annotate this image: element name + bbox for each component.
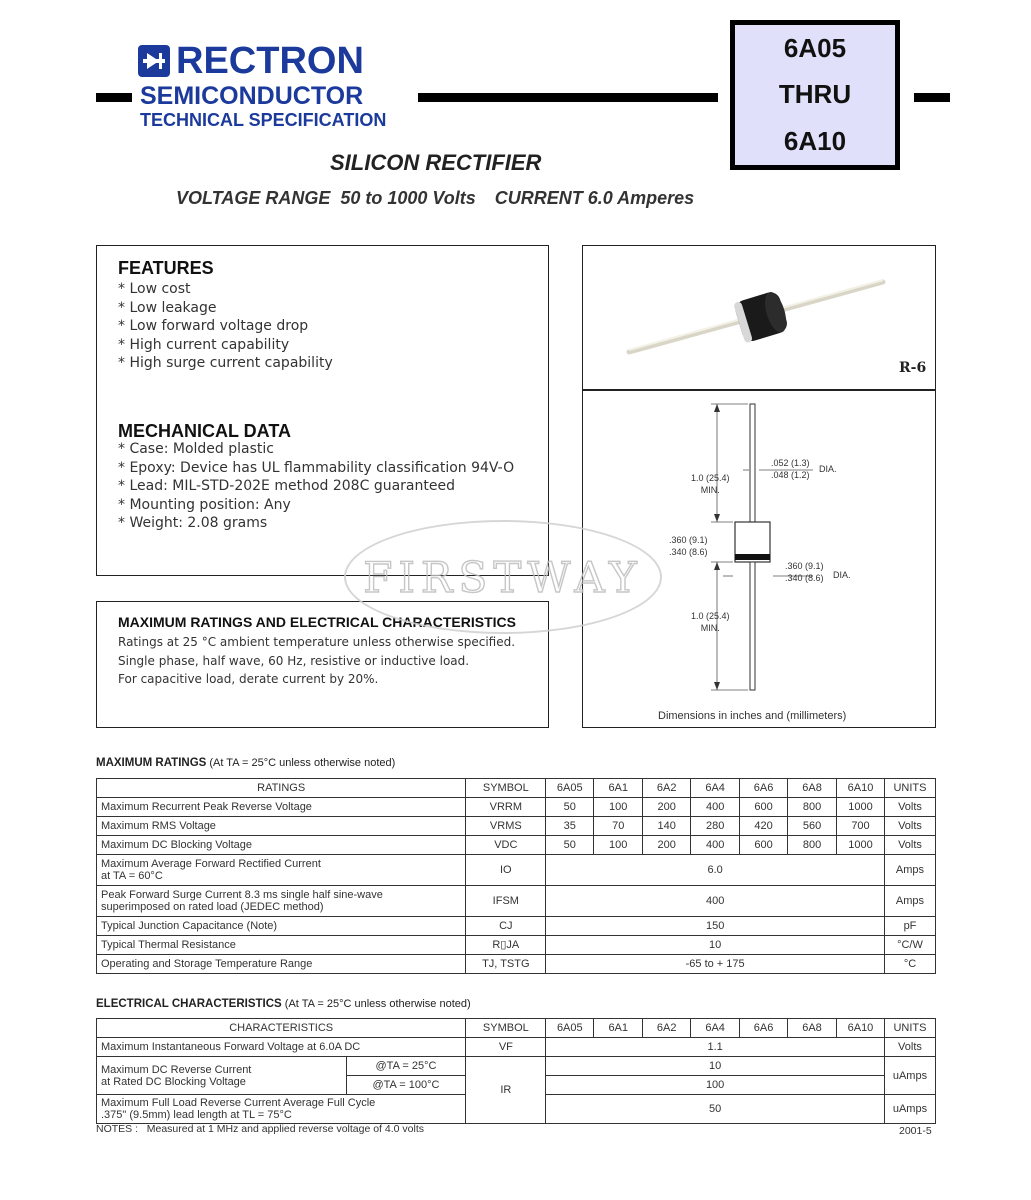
- param-line: Maximum Full Load Reverse Current Average Full Cycle: [101, 1097, 376, 1109]
- value-cell: 560: [788, 817, 837, 836]
- param-line: Maximum Average Forward Rectified Current: [101, 858, 321, 870]
- symbol-cell: CJ: [466, 917, 546, 936]
- value-cell: 50: [546, 798, 594, 817]
- list-item: * High current capability: [118, 336, 290, 353]
- package-photo-box: [582, 245, 936, 391]
- header-cell: 6A05: [546, 779, 594, 798]
- param-cell: Maximum Instantaneous Forward Voltage at 6.0A DC: [97, 1038, 466, 1057]
- table-title: MAXIMUM RATINGS: [96, 757, 207, 769]
- header-rule-left: [96, 93, 132, 102]
- param-cell: Maximum DC Blocking Voltage: [97, 836, 466, 855]
- unit-cell: Volts: [884, 836, 935, 855]
- symbol-cell: VF: [466, 1038, 546, 1057]
- condition-line: Single phase, half wave, 60 Hz, resistive or inductive load.: [118, 653, 470, 668]
- condition-cell: @TA = 25°C: [346, 1057, 466, 1076]
- value-cell: 150: [546, 917, 885, 936]
- header-cell: 6A4: [691, 1019, 740, 1038]
- header-cell: 6A2: [643, 1019, 691, 1038]
- part-number-box: [730, 20, 900, 170]
- value-cell: 420: [740, 817, 788, 836]
- table-title-note: (At TA = 25°C unless otherwise noted): [284, 998, 471, 1010]
- list-item: * Case: Molded plastic: [118, 441, 274, 457]
- header-cell: 6A8: [788, 779, 837, 798]
- value-cell: 280: [691, 817, 740, 836]
- param-line: at Rated DC Blocking Voltage: [101, 1075, 246, 1088]
- body-length-dim: [669, 534, 708, 558]
- table-title-note: (At TA = 25°C unless otherwise noted): [209, 757, 396, 769]
- condition-line: For capacitive load, derate current by 20%.: [118, 672, 379, 686]
- unit-cell: Volts: [884, 1038, 935, 1057]
- max-ratings-title: [96, 757, 395, 769]
- dim-text: 1.0 (25.4): [691, 611, 730, 621]
- table-row: [97, 817, 936, 836]
- body-dia-unit: DIA.: [833, 570, 851, 580]
- header-cell: UNITS: [884, 1019, 935, 1038]
- part-end: 6A10: [783, 126, 847, 157]
- value-cell: 1.1: [546, 1038, 885, 1057]
- value-cell: 6.0: [546, 855, 885, 886]
- features-heading: FEATURES: [118, 258, 214, 278]
- symbol-cell: VRMS: [466, 817, 546, 836]
- table-header-row: [97, 779, 936, 798]
- symbol-cell: IFSM: [466, 886, 546, 917]
- param-cell: Maximum RMS Voltage: [97, 817, 466, 836]
- value-cell: 35: [546, 817, 594, 836]
- condition-cell: @TA = 100°C: [346, 1076, 466, 1095]
- unit-cell: Amps: [884, 886, 935, 917]
- ratings-conditions: [118, 633, 515, 689]
- mechanical-list: [118, 440, 514, 533]
- table-row: [97, 855, 936, 886]
- param-cell: Typical Junction Capacitance (Note): [97, 917, 466, 936]
- footnote: NOTES : Measured at 1 MHz and applied reverse voltage of 4.0 volts: [96, 1123, 424, 1135]
- table-row: [97, 917, 936, 936]
- list-item: * Lead: MIL-STD-202E method 208C guaranteed: [118, 478, 455, 494]
- value-cell: 140: [643, 817, 691, 836]
- symbol-cell: R▯JA: [466, 936, 546, 955]
- value-cell: 700: [837, 817, 885, 836]
- param-cell: Maximum Recurrent Peak Reverse Voltage: [97, 798, 466, 817]
- lead-length-top-dim: [691, 472, 730, 496]
- header-cell: 6A10: [836, 1019, 884, 1038]
- value-cell: 10: [546, 936, 885, 955]
- package-label: R-6: [899, 360, 927, 376]
- value-cell: 100: [594, 798, 643, 817]
- list-item: * High surge current capability: [118, 355, 333, 371]
- dim-text: .340 (8.6): [785, 573, 824, 583]
- param-cell: [97, 1095, 466, 1124]
- value-cell: 200: [643, 836, 691, 855]
- table-row: [97, 798, 936, 817]
- table-row: [97, 886, 936, 917]
- max-ratings-table: [96, 778, 936, 974]
- document-type: TECHNICAL SPECIFICATION: [140, 110, 387, 130]
- value-cell: 200: [643, 798, 691, 817]
- part-thru: THRU: [778, 79, 852, 110]
- watermark-text: FIRSTWAY: [363, 552, 643, 602]
- condition-line: Ratings at 25 °C ambient temperature unless otherwise specified.: [118, 635, 516, 649]
- dim-text: .048 (1.2): [771, 470, 810, 480]
- product-title: SILICON RECTIFIER: [330, 150, 542, 175]
- symbol-cell: VDC: [466, 836, 546, 855]
- param-line: .375" (9.5mm) lead length at TL = 75°C: [101, 1109, 292, 1121]
- param-cell: [97, 1057, 347, 1095]
- dim-text: 1.0 (25.4): [691, 473, 730, 483]
- body-diameter-dim: [785, 560, 824, 584]
- symbol-cell: TJ, TSTG: [466, 955, 546, 974]
- header-rule-right: [914, 93, 950, 102]
- product-subtitle: [176, 188, 708, 209]
- list-item: * Low forward voltage drop: [118, 318, 309, 334]
- brand-name: RECTRON: [176, 39, 364, 82]
- dim-text: .340 (8.6): [669, 547, 708, 557]
- dim-text: .360 (9.1): [669, 535, 708, 545]
- voltage-range: VOLTAGE RANGE 50 to 1000 Volts: [176, 188, 476, 208]
- dim-text: MIN.: [700, 623, 720, 633]
- table-row: [97, 955, 936, 974]
- header-cell: 6A05: [546, 1019, 594, 1038]
- param-cell: [97, 855, 466, 886]
- header-cell: 6A6: [740, 1019, 788, 1038]
- unit-cell: Volts: [884, 798, 935, 817]
- param-line: superimposed on rated load (JEDEC method): [101, 901, 324, 913]
- header-cell: 6A1: [594, 779, 643, 798]
- firstway-watermark: [344, 520, 662, 634]
- list-item: * Weight: 2.08 grams: [118, 515, 268, 531]
- table-title: ELECTRICAL CHARACTERISTICS: [96, 998, 282, 1010]
- header-cell: 6A4: [691, 779, 740, 798]
- current-rating: CURRENT 6.0 Amperes: [494, 188, 695, 208]
- value-cell: 400: [546, 886, 885, 917]
- table-row: [97, 1038, 936, 1057]
- value-cell: -65 to + 175: [546, 955, 885, 974]
- header-rule-mid: [418, 93, 718, 102]
- list-item: * Mounting position: Any: [118, 496, 291, 513]
- param-cell: [97, 886, 466, 917]
- value-cell: 1000: [837, 798, 885, 817]
- division-name: SEMICONDUCTOR: [140, 82, 364, 110]
- value-cell: 50: [546, 1095, 885, 1124]
- dim-text: MIN.: [700, 485, 720, 495]
- param-cell: Typical Thermal Resistance: [97, 936, 466, 955]
- value-cell: 50: [546, 836, 594, 855]
- unit-cell: Volts: [884, 817, 935, 836]
- mechanical-heading: MECHANICAL DATA: [118, 421, 291, 441]
- value-cell: 800: [788, 798, 837, 817]
- rectron-logo-icon: [138, 45, 170, 77]
- header-cell: 6A1: [594, 1019, 643, 1038]
- elec-char-table: [96, 1018, 936, 1124]
- unit-cell: uAmps: [884, 1095, 935, 1124]
- param-line: at TA = 60°C: [101, 870, 163, 882]
- part-start: 6A05: [783, 32, 847, 63]
- list-item: * Low cost: [118, 281, 191, 297]
- list-item: * Low leakage: [118, 299, 217, 316]
- table-row: [97, 936, 936, 955]
- value-cell: 800: [788, 836, 837, 855]
- unit-cell: uAmps: [884, 1057, 935, 1095]
- unit-cell: Amps: [884, 855, 935, 886]
- elec-char-title: [96, 998, 471, 1010]
- table-row: [97, 1057, 936, 1076]
- unit-cell: °C/W: [884, 936, 935, 955]
- ratings-heading: MAXIMUM RATINGS AND ELECTRICAL CHARACTERISTICS: [118, 614, 516, 630]
- symbol-cell: IO: [466, 855, 546, 886]
- table-header-row: [97, 1019, 936, 1038]
- diode-photo-image: [583, 246, 935, 390]
- lead-diameter-dim: [771, 457, 810, 481]
- dimensions-caption: Dimensions in inches and (millimeters): [658, 710, 847, 722]
- value-cell: 1000: [837, 836, 885, 855]
- value-cell: 600: [740, 836, 788, 855]
- value-cell: 100: [594, 836, 643, 855]
- dim-text: .360 (9.1): [785, 561, 824, 571]
- header-cell: SYMBOL: [466, 779, 546, 798]
- header-cell: 6A2: [643, 779, 691, 798]
- header-cell: SYMBOL: [466, 1019, 546, 1038]
- param-line: Peak Forward Surge Current 8.3 ms single half sine-wave: [101, 889, 383, 901]
- header-cell: 6A10: [837, 779, 885, 798]
- value-cell: 400: [691, 798, 740, 817]
- value-cell: 100: [546, 1076, 885, 1095]
- header-cell: CHARACTERISTICS: [97, 1019, 466, 1038]
- features-list: [118, 280, 333, 373]
- lead-dia-unit: DIA.: [819, 464, 837, 474]
- table-row: [97, 836, 936, 855]
- unit-cell: °C: [884, 955, 935, 974]
- header-cell: 6A6: [740, 779, 788, 798]
- header-cell: UNITS: [884, 779, 935, 798]
- header-cell: RATINGS: [97, 779, 466, 798]
- brand-logo: [138, 40, 364, 82]
- param-line: Maximum DC Reverse Current: [101, 1063, 252, 1076]
- revision-code: 2001-5: [899, 1125, 932, 1137]
- list-item: * Epoxy: Device has UL flammability classification 94V-O: [118, 459, 515, 476]
- unit-cell: pF: [884, 917, 935, 936]
- dim-text: .052 (1.3): [771, 458, 810, 468]
- value-cell: 70: [594, 817, 643, 836]
- value-cell: 10: [546, 1057, 885, 1076]
- value-cell: 400: [691, 836, 740, 855]
- lead-length-bottom-dim: [691, 610, 730, 634]
- symbol-cell: VRRM: [466, 798, 546, 817]
- header-cell: 6A8: [788, 1019, 837, 1038]
- param-cell: Operating and Storage Temperature Range: [97, 955, 466, 974]
- value-cell: 600: [740, 798, 788, 817]
- symbol-cell: IR: [466, 1057, 546, 1124]
